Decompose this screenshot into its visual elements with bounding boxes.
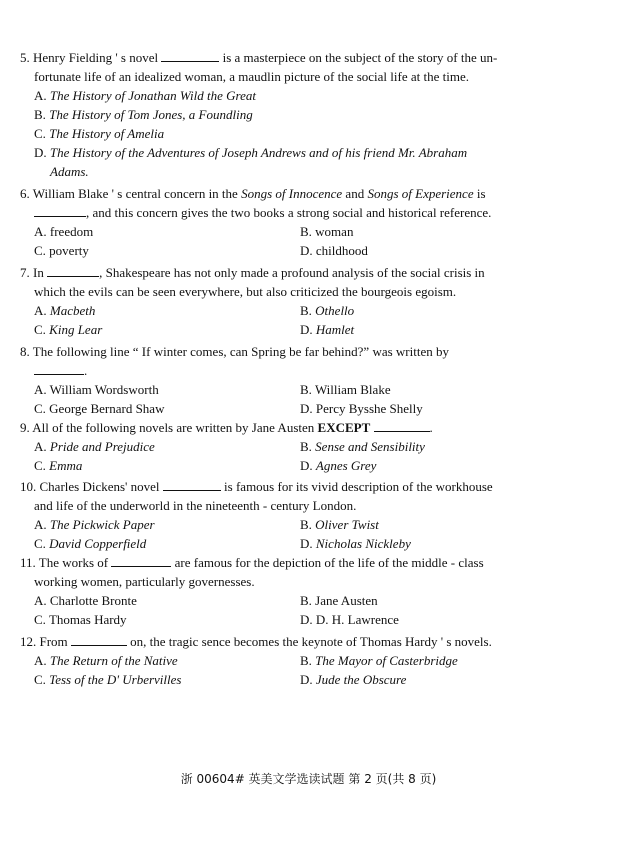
question-stem	[20, 263, 580, 301]
question-9	[20, 418, 580, 475]
question-12	[20, 632, 580, 689]
question-stem	[20, 184, 580, 222]
options	[20, 651, 580, 689]
option-c: C. King Lear	[34, 322, 103, 337]
stem-text: The works of	[38, 555, 109, 570]
option-d: D. Jude the Obscure	[300, 672, 407, 687]
question-number: 10.	[20, 479, 37, 494]
option-a: A. Macbeth	[34, 303, 96, 318]
options	[20, 437, 580, 475]
option-c: C. David Copperfield	[34, 536, 147, 551]
option-a: A. William Wordsworth	[34, 382, 159, 397]
question-11	[20, 553, 580, 629]
option-d: D. Agnes Grey	[300, 458, 377, 473]
option-c: C. Thomas Hardy	[34, 612, 127, 627]
stem-text: are famous for the depiction of the life of the middle - class	[174, 555, 484, 570]
stem-emphasis: EXCEPT	[317, 420, 371, 435]
question-stem	[20, 477, 580, 515]
question-number: 12.	[20, 634, 37, 649]
stem-text: .	[84, 363, 88, 378]
option-c: C. poverty	[34, 243, 89, 258]
question-number: 8.	[20, 344, 30, 359]
options	[20, 86, 580, 181]
stem-text: working women, particularly governesses.	[34, 574, 255, 589]
answer-blank	[374, 420, 430, 432]
stem-text: and life of the underworld in the nineteenth - century London.	[34, 498, 357, 513]
option-d: D. Nicholas Nickleby	[300, 536, 411, 551]
stem-text: , Shakespeare has not only made a profound analysis of the social crisis in	[99, 265, 485, 280]
stem-text: and	[345, 186, 365, 201]
stem-text: is	[476, 186, 486, 201]
page-footer: 浙 00604# 英美文学选读试题 第 2 页(共 8 页)	[180, 772, 437, 786]
stem-title: Songs of Innocence	[241, 186, 343, 201]
option-b: B. The History of Tom Jones, a Foundling	[34, 107, 253, 122]
question-stem	[20, 342, 580, 380]
stem-text: The following line “ If winter comes, can Spring be far behind?” was written by	[32, 344, 449, 359]
answer-blank	[47, 265, 99, 277]
stem-text: Henry Fielding ' s novel	[33, 50, 159, 65]
option-b: B. Jane Austen	[300, 593, 378, 608]
option-b: B. Othello	[300, 303, 355, 318]
option-d-continued: Adams.	[50, 164, 89, 179]
option-b: B. Oliver Twist	[300, 517, 379, 532]
stem-title: Songs of Experience	[367, 186, 474, 201]
stem-text: All of the following novels are written by Jane Austen	[32, 420, 315, 435]
option-a: A. Pride and Prejudice	[34, 439, 155, 454]
stem-text: William Blake ' s central concern in the	[32, 186, 238, 201]
stem-text: is a masterpiece on the subject of the story of the un-	[222, 50, 498, 65]
option-a: A. freedom	[34, 224, 94, 239]
option-d: D. Hamlet	[300, 322, 355, 337]
stem-text: In	[33, 265, 44, 280]
stem-text: which the evils can be seen everywhere, but also criticized the bourgeois egoism.	[34, 284, 457, 299]
stem-text: , and this concern gives the two books a strong social and historical reference.	[86, 205, 492, 220]
stem-text: is famous for its vivid description of the workhouse	[224, 479, 493, 494]
option-c: C. Emma	[34, 458, 83, 473]
option-c: C. George Bernard Shaw	[34, 401, 165, 416]
option-b: B. woman	[300, 224, 354, 239]
option-b: B. William Blake	[300, 382, 391, 397]
option-d: D. Percy Bysshe Shelly	[300, 401, 423, 416]
option-a: A. The History of Jonathan Wild the Great	[34, 88, 256, 103]
options	[20, 222, 580, 260]
question-8	[20, 342, 580, 418]
question-7	[20, 263, 580, 339]
stem-text: Charles Dickens' novel	[39, 479, 160, 494]
option-a: A. The Pickwick Paper	[34, 517, 155, 532]
question-number: 5.	[20, 50, 30, 65]
option-b: B. The Mayor of Casterbridge	[300, 653, 458, 668]
question-10	[20, 477, 580, 553]
stem-text: fortunate life of an idealized woman, a maudlin picture of the social life at the time.	[34, 69, 469, 84]
option-a: A. The Return of the Native	[34, 653, 178, 668]
question-number: 7.	[20, 265, 30, 280]
question-stem	[20, 553, 580, 591]
option-d: D. The History of the Adventures of Joseph Andrews and of his friend Mr. Abraham	[34, 145, 468, 160]
answer-blank	[71, 634, 127, 646]
options	[20, 515, 580, 553]
question-stem	[20, 418, 580, 437]
option-b: B. Sense and Sensibility	[300, 439, 425, 454]
answer-blank	[111, 555, 171, 567]
stem-text: on, the tragic sence becomes the keynote of Thomas Hardy ' s novels.	[130, 634, 492, 649]
question-5	[20, 48, 580, 181]
options	[20, 301, 580, 339]
question-stem	[20, 48, 580, 86]
answer-blank	[34, 205, 86, 217]
question-number: 11.	[20, 555, 36, 570]
option-d: D. childhood	[300, 243, 368, 258]
answer-blank	[34, 363, 84, 375]
option-c: C. The History of Amelia	[34, 126, 165, 141]
options	[20, 380, 580, 418]
question-number: 6.	[20, 186, 30, 201]
question-stem	[20, 632, 580, 651]
option-d: D. D. H. Lawrence	[300, 612, 399, 627]
stem-text: .	[429, 420, 433, 435]
answer-blank	[161, 50, 219, 62]
question-number: 9.	[20, 420, 30, 435]
option-c: C. Tess of the D' Urbervilles	[34, 672, 182, 687]
options	[20, 591, 580, 629]
answer-blank	[163, 479, 221, 491]
question-6	[20, 184, 580, 260]
stem-text: From	[39, 634, 68, 649]
option-a: A. Charlotte Bronte	[34, 593, 137, 608]
